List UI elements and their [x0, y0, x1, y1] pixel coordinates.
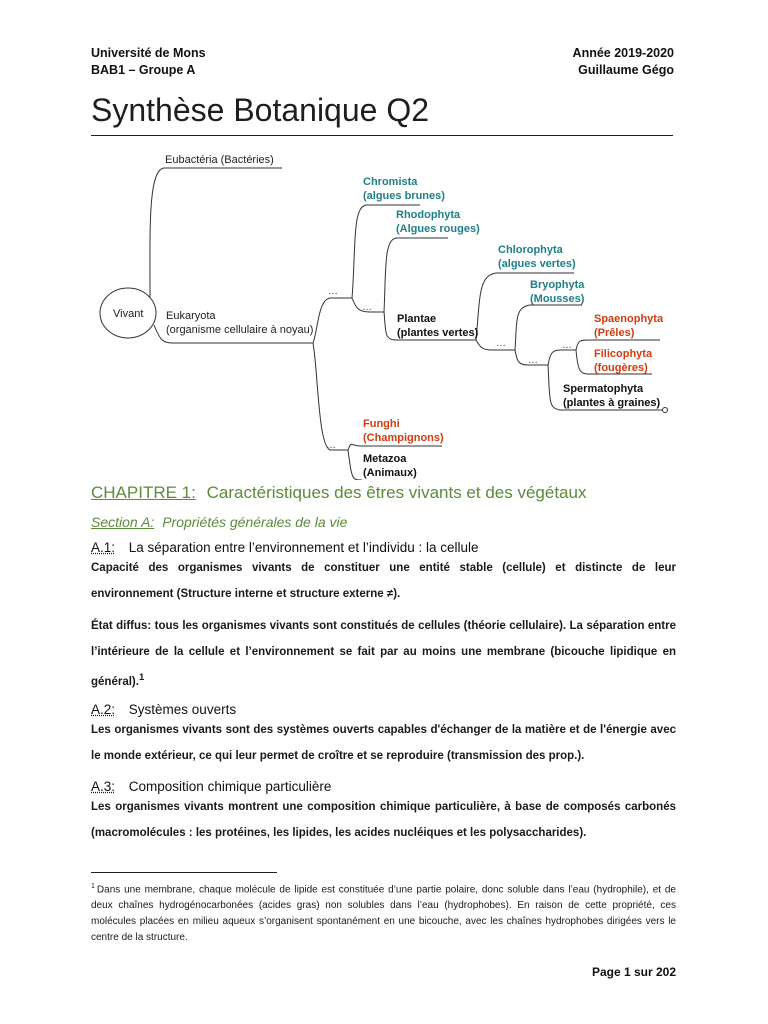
footnote-separator — [91, 872, 277, 873]
paragraph-a1-1: Capacité des organismes vivants de constituer une entité stable (cellule) et distincte de leur environnement (Structure interne et structure externe ≠). — [91, 562, 676, 600]
paragraph-a1-2 — [91, 613, 676, 695]
footnote-ref-1[interactable]: 1 — [138, 672, 145, 683]
node-chlorophyta-desc: (algues vertes) — [498, 258, 576, 270]
node-eukaryota-desc: (organisme cellulaire à noyau) — [166, 324, 314, 336]
page-number: Page 1 sur 202 — [591, 965, 676, 979]
chapter-title: Caractéristiques des êtres vivants et des végétaux — [206, 483, 587, 502]
section-title: Propriétés générales de la vie — [162, 514, 348, 530]
subsection-a1-heading — [91, 540, 479, 555]
tree-terminal-marker — [663, 408, 668, 413]
subsection-a2-number: A.2: — [91, 702, 116, 717]
node-ellipsis-2: … — [362, 302, 372, 313]
footnote — [91, 879, 676, 946]
node-spermatophyta-name: Spermatophyta — [563, 383, 644, 395]
header-year: Année 2019-2020 — [572, 46, 674, 60]
node-rhodophyta-name: Rhodophyta — [396, 209, 461, 221]
node-filicophyta-desc: (fougères) — [594, 362, 648, 374]
subsection-a2-heading — [91, 702, 236, 717]
node-ellipsis-5: … — [562, 340, 572, 351]
edge-metazoa — [348, 450, 362, 480]
node-spermatophyta-desc: (plantes à graines) — [563, 397, 661, 409]
node-ellipsis-3: … — [496, 338, 506, 349]
subsection-a3-heading — [91, 779, 331, 794]
section-heading — [91, 514, 347, 530]
node-eubacteria: Eubactéria (Bactéries) — [165, 154, 274, 166]
edge-eubacteria — [150, 168, 282, 298]
edge-rhodophyta — [384, 238, 448, 312]
node-chromista-name: Chromista — [363, 176, 418, 188]
edge-funghi — [348, 444, 442, 450]
node-plantae-desc: (plantes vertes) — [397, 327, 479, 339]
subsection-a1-title: La séparation entre l’environnement et l’individu : la cellule — [128, 540, 479, 555]
node-plantae-name: Plantae — [397, 313, 437, 325]
paragraph-a1-2-text: État diffus: tous les organismes vivants sont constitués de cellules (théorie cellulaire). La séparation entre l’intérieure de la cellule et l’environnement se fait par au moins une membrane (bicouche lipidique en général). — [91, 620, 676, 688]
footnote-mark: 1 — [91, 883, 95, 890]
document-title: Synthèse Botanique Q2 — [91, 92, 430, 128]
node-vivant: Vivant — [113, 308, 144, 320]
node-ellipsis-1: … — [328, 286, 338, 297]
node-funghi-desc: (Champignons) — [363, 432, 444, 444]
header-group: BAB1 – Groupe A — [91, 63, 196, 77]
node-bryophyta-desc: (Mousses) — [530, 293, 585, 305]
subsection-a3-title: Composition chimique particulière — [128, 779, 332, 794]
node-eukaryota-name: Eukaryota — [166, 310, 216, 322]
edge-euk-lower — [313, 343, 348, 450]
footnote-text: Dans une membrane, chaque molécule de lipide est constituée d’une partie polaire, donc soluble dans l’eau (hydrophile), et de deux chaînes hydrogénocarbonées (acides gras) non solubles dans l’eau (hydrophobes). En raison de cette propriété, ces molécules placées en milieu aqueux s’organisent spontanément en une bicouche, avec les chaînes hydrophobes dirigées vers le centre de la structure. — [91, 884, 676, 944]
subsection-a3-number: A.3: — [91, 779, 116, 794]
phylogenetic-tree-diagram — [0, 0, 768, 480]
edge-vascular-upper — [548, 350, 576, 365]
chapter-heading — [91, 483, 586, 503]
node-chlorophyta-name: Chlorophyta — [498, 244, 563, 256]
subsection-a1-number: A.1: — [91, 540, 116, 555]
node-funghi-name: Funghi — [363, 418, 400, 430]
subsection-a2-title: Systèmes ouverts — [128, 702, 237, 717]
paragraph-a2-1: Les organismes vivants sont des systèmes ouverts capables d'échanger de la matière et de l'énergie avec le monde extérieur, ce qui leur permet de croître et se reproduire (transmission des prop.). — [91, 724, 676, 762]
node-ellipsis-6: … — [326, 440, 336, 451]
section-number: Section A: — [91, 514, 155, 530]
node-filicophyta-name: Filicophyta — [594, 348, 653, 360]
node-metazoa-name: Metazoa — [363, 453, 407, 465]
node-spaenophyta-desc: (Prêles) — [594, 327, 635, 339]
node-ellipsis-4: … — [528, 355, 538, 366]
header-author: Guillaume Gégo — [578, 63, 674, 77]
node-chromista-desc: (algues brunes) — [363, 190, 445, 202]
node-rhodophyta-desc: (Algues rouges) — [396, 223, 480, 235]
node-metazoa-desc: (Animaux) — [363, 467, 417, 479]
header-university: Université de Mons — [91, 46, 206, 60]
node-spaenophyta-name: Spaenophyta — [594, 313, 664, 325]
paragraph-a3-1: Les organismes vivants montrent une composition chimique particulière, à base de composés carbonés (macromolécules : les protéines, les lipides, les acides nucléiques et les polysaccharides). — [91, 801, 676, 839]
chapter-number: CHAPITRE 1: — [91, 483, 196, 502]
edge-euk-upper — [313, 298, 352, 343]
node-bryophyta-name: Bryophyta — [530, 279, 585, 291]
